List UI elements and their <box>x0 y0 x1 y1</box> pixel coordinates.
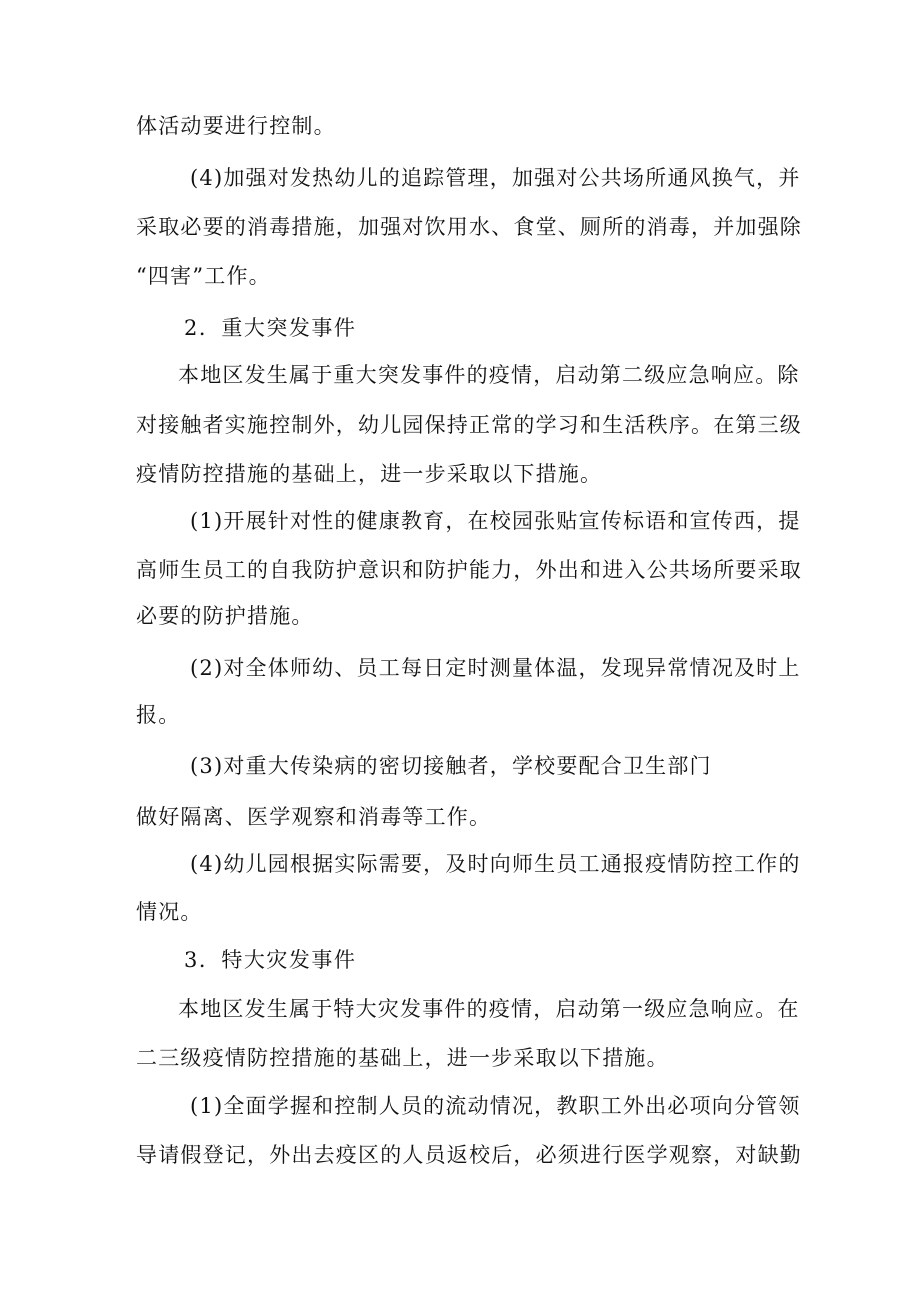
paragraph-line: (1)全面学握和控制人员的流动情况，教职工外出必项向分管领 <box>190 1094 801 1118</box>
paragraph-line: 本地区发生属于重大突发事件的疫情，启动第二级应急响应。除 <box>178 363 800 387</box>
section-heading: 3．特大灾发事件 <box>184 948 357 972</box>
paragraph-line: 体活动要进行控制。 <box>136 114 336 138</box>
paragraph-line: 二三级疫情防控措施的基础上，进一步采取以下措施。 <box>136 1046 669 1070</box>
paragraph-line: “四害”工作。 <box>136 264 271 288</box>
paragraph-line: (4)加强对发热幼儿的追踪管理，加强对公共场所通风换气，并 <box>190 166 801 190</box>
paragraph-line: (1)开展针对性的健康教育，在校园张贴宣传标语和宣传西，提 <box>190 509 801 533</box>
paragraph-line: (4)幼儿园根据实际需要，及时向师生员工通报疫情防控工作的 <box>190 852 801 876</box>
paragraph-line: 报。 <box>136 703 181 727</box>
paragraph-line: 对接触者实施控制外，幼儿园保持正常的学习和生活秩序。在第三级 <box>136 413 802 437</box>
paragraph-line: 采取必要的消毒措施，加强对饮用水、食堂、厕所的消毒，并加强除 <box>136 215 802 239</box>
paragraph-line: 必要的防护措施。 <box>136 604 314 628</box>
paragraph-line: 情况。 <box>136 900 203 924</box>
paragraph-line: 高师生员工的自我防护意识和防护能力，外出和进入公共场所要采取 <box>136 558 802 582</box>
paragraph-line: 疫情防控措施的基础上，进一步采取以下措施。 <box>136 462 603 486</box>
paragraph-line: 本地区发生属于特大灾发事件的疫情，启动第一级应急响应。在 <box>178 997 800 1021</box>
paragraph-line: (3)对重大传染病的密切接触者，学校要配合卫生部门 <box>190 754 712 778</box>
paragraph-line: (2)对全体师幼、员工每日定时测量体温，发现异常情况及时上 <box>190 656 801 680</box>
paragraph-line: 导请假登记，外出去疫区的人员返校后，必须进行医学观察，对缺勤 <box>136 1143 802 1167</box>
section-heading: 2．重大突发事件 <box>184 316 357 340</box>
paragraph-line: 做好隔离、医学观察和消毒等工作。 <box>136 805 492 829</box>
